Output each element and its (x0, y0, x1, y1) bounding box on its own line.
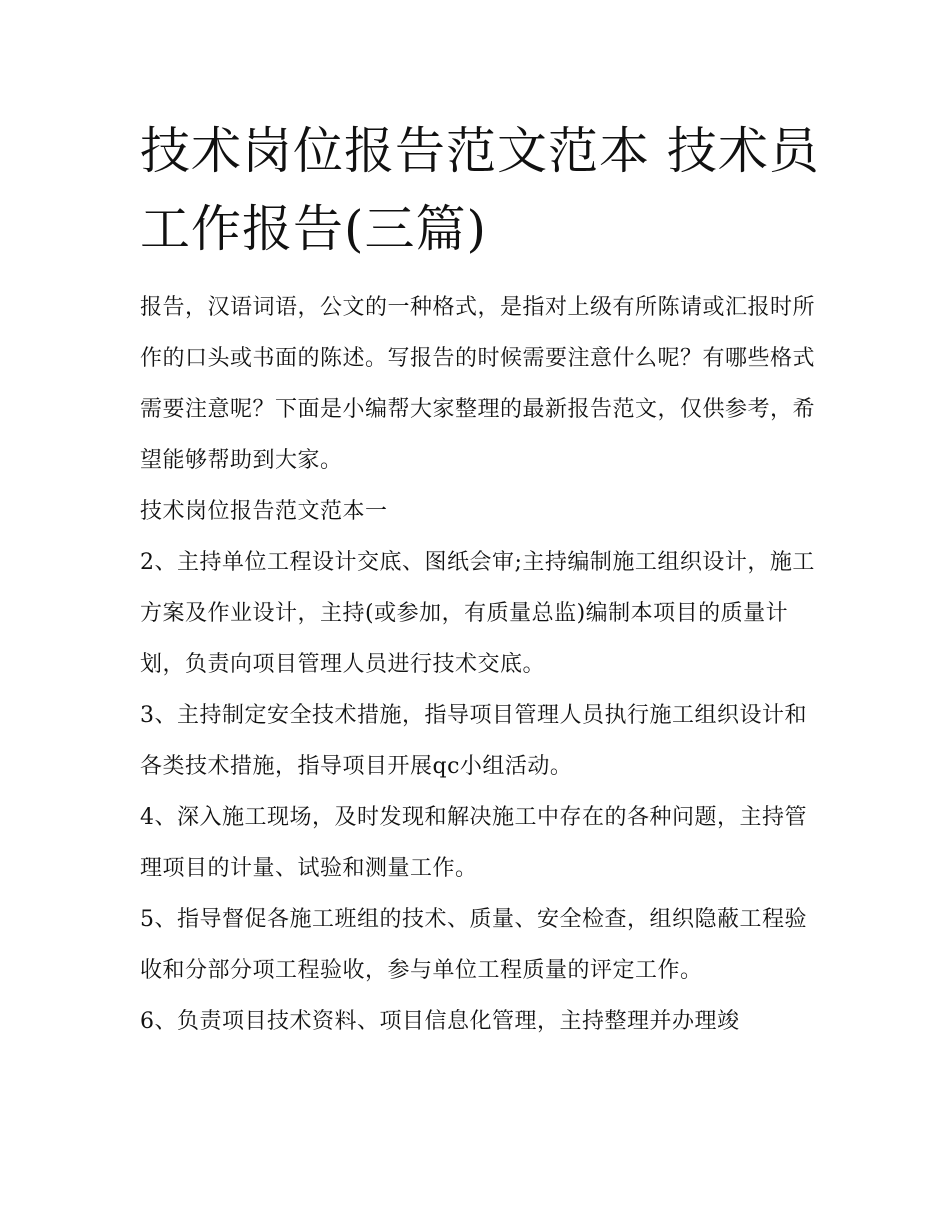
list-item: 3、主持制定安全技术措施，指导项目管理人员执行施工组织设计和各类技术措施，指导项目开展qc小组活动。 (140, 703, 807, 779)
list-item: 2、主持单位工程设计交底、图纸会审;主持编制施工组织设计，施工方案及作业设计，主持(或参加，有质量总监)编制本项目的质量计划，负责向项目管理人员进行技术交底。 (140, 550, 815, 677)
list-item: 5、指导督促各施工班组的技术、质量、安全检查，组织隐蔽工程验收和分部分项工程验收，参与单位工程质量的评定工作。 (140, 907, 807, 983)
document-page (140, 112, 820, 1047)
section-heading: 技术岗位报告范文范本一 (140, 499, 388, 524)
document-title: 技术岗位报告范文范本 技术员工作报告(三篇) (140, 122, 820, 258)
intro-paragraph: 报告，汉语词语，公文的一种格式，是指对上级有所陈请或汇报时所作的口头或书面的陈述。写报告的时候需要注意什么呢？有哪些格式需要注意呢？下面是小编帮大家整理的最新报告范文，仅供参考，希望能够帮助到大家。 (140, 295, 816, 473)
list-item: 6、负责项目技术资料、项目信息化管理，主持整理并办理竣 (140, 1009, 740, 1034)
list-item: 4、深入施工现场，及时发现和解决施工中存在的各种问题，主持管理项目的计量、试验和测量工作。 (140, 805, 807, 881)
